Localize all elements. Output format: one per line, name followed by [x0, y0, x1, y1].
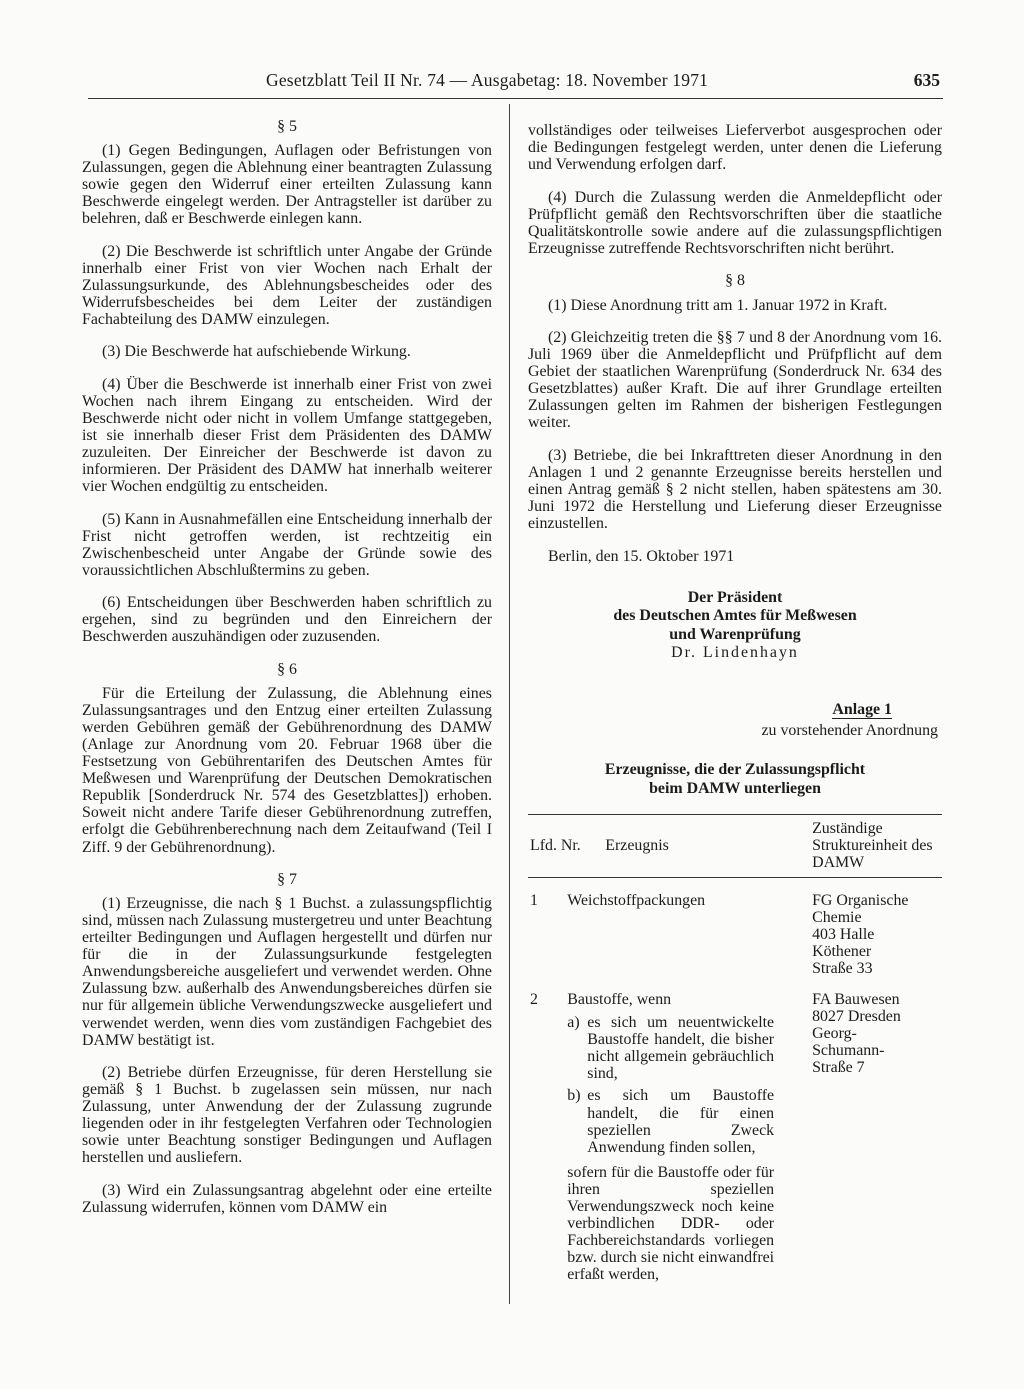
table-row [528, 877, 942, 977]
unit-line: 8027 Dresden [812, 1008, 901, 1026]
row-product [567, 977, 774, 1284]
case-text: es sich um neuentwickelte Baustoffe handelt, die bisher nicht allgemein gebräuchlich sind, [587, 1014, 775, 1083]
case-item-a [567, 1014, 774, 1082]
column-divider [509, 104, 510, 1304]
gazette-title: Gesetzblatt Teil II Nr. 74 — Ausgabetag: 18. November 1971 [266, 70, 709, 90]
case-list [567, 1014, 774, 1156]
annex-heading-line1: Erzeugnisse, die der Zulassungspflicht [604, 761, 866, 779]
case-item-b [567, 1087, 774, 1155]
section-heading-7: § 7 [277, 870, 297, 888]
product-title: Baustoffe, wenn [567, 990, 672, 1008]
row-number: 2 [530, 990, 538, 1008]
row-unit [812, 877, 942, 977]
right-column [528, 122, 942, 1283]
paragraph: (3) Wird ein Zulassungsantrag abgelehnt oder eine erteilte Zulassung widerrufen, können vom DAMW ein [82, 1181, 492, 1216]
paragraph: (4) Durch die Zulassung werden die Anmeldepflicht oder Prüfpflicht gemäß den Rechtsvorschriften über die staatliche Qualitätskontrolle sowie andere auf die zulassungspflichtigen Erzeugnisse zutreffende Rechtsvorschriften nicht berührt. [528, 188, 942, 257]
annex-subtitle: zu vorstehender Anordnung [761, 722, 938, 740]
paragraph: Für die Erteilung der Zulassung, die Ablehnung eines Zulassungsantrages und den Entzug einer erteilten Zulassung werden Gebühren gemäß der Gebührenordnung des DAMW (Anlage zur Anordnung vom 20. Februar 1968 über die Festsetzung von Gebührentarifen des Deutschen Amtes für Meßwesen und Warenprüfung der Deutschen Demokratischen Republik [Sonderdruck Nr. 574 des Gesetzblattes]) erhoben. Soweit nicht andere Tarife dieser Gebührenordnung zutreffen, erfolgt die Gebührenberechnung nach dem Zeitaufwand (Teil I Ziff. 9 der Gebührenordnung). [82, 684, 492, 856]
unit-line: 403 Halle [812, 925, 875, 943]
paragraph: (4) Über die Beschwerde ist innerhalb einer Frist von zwei Wochen nach ihrem Eingang zu entscheiden. Wird der Beschwerde nicht oder nicht in vollem Umfange stattgegeben, ist sie innerhalb dieser Frist dem Präsidenten des DAMW zuzuleiten. Der Einreicher der Beschwerde ist davon zu informieren. Der Präsident des DAMW hat innerhalb weiterer vier Wochen endgültig zu entscheiden. [82, 375, 492, 496]
product-condition: sofern für die Baustoffe oder für ihren speziellen Verwendungszweck noch keine verbindlichen DDR- oder Fachbereichstandards vorliegen bzw. durch sie nicht einwandfrei erfaßt werden, [567, 1163, 775, 1284]
paragraph: (5) Kann in Ausnahmefällen eine Entscheidung innerhalb der Frist nicht getroffen werden, ist rechtzeitig ein Zwischenbescheid unter Angabe der Gründe sowie des voraussichtlichen Abschlußtermins zu geben. [82, 510, 492, 579]
column-header-nr: Lfd. Nr. [528, 815, 605, 877]
case-label: b) [567, 1087, 581, 1105]
annex-heading [528, 761, 942, 798]
case-label: a) [567, 1014, 580, 1032]
signatory-office-cont: und Warenprüfung [669, 625, 801, 643]
paragraph: (2) Die Beschwerde ist schriftlich unter Angabe der Gründe innerhalb einer Frist von vier Wochen nach Erhalt der Zulassungsurkunde, des Ablehnungsbescheides oder des Widerrufsbescheides bei dem Leiter der zuständigen Fachabteilung des DAMW einzulegen. [82, 242, 492, 329]
signatory-name: Dr. Lindenhayn [671, 644, 799, 662]
unit-line: FG Organische [812, 891, 909, 909]
annex-title-text: Anlage 1 [832, 701, 892, 719]
case-text: es sich um Baustoffe handelt, die für einen speziellen Zweck Anwendung finden sollen, [587, 1087, 775, 1156]
unit-line: Straße 7 [812, 1059, 865, 1077]
page-header [88, 68, 943, 99]
products-table [528, 814, 942, 1283]
paragraph: (3) Betriebe, die bei Inkrafttreten dieser Anordnung in den Anlagen 1 und 2 genannte Erzeugnisse bereits herstellen und einen Antrag gemäß § 2 nicht stellen, haben spätestens am 30. Juni 1972 die Herstellung und Lieferung dieser Erzeugnisse einzustellen. [528, 446, 942, 533]
paragraph-continued: vollständiges oder teilweises Lieferverbot ausgesprochen oder die Bedingungen festgelegt werden, unter denen die Lieferung und Verwendung erfolgen darf. [528, 122, 942, 174]
row-unit [812, 977, 942, 1284]
unit-line: Köthener [812, 942, 872, 960]
signatory-title: Der Präsident [687, 588, 783, 606]
unit-line: Chemie [812, 908, 862, 926]
paragraph: (1) Diese Anordnung tritt am 1. Januar 1972 in Kraft. [548, 296, 888, 314]
section-heading-6: § 6 [277, 660, 297, 678]
place-date: Berlin, den 15. Oktober 1971 [548, 547, 735, 565]
page-number: 635 [913, 70, 940, 90]
unit-line: Straße 33 [812, 959, 873, 977]
unit-line: Schumann- [812, 1042, 885, 1060]
column-header-unit: Zuständige Struktureinheit des DAMW [812, 815, 942, 877]
row-number: 1 [530, 891, 538, 909]
paragraph: (6) Entscheidungen über Beschwerden haben schriftlich zu ergehen, sind zu begründen und den Einreichern der Beschwerden auszuhändigen oder zuzusenden. [82, 594, 492, 646]
unit-line: FA Bauwesen [812, 990, 900, 1008]
column-header-product: Erzeugnis [605, 815, 812, 877]
table-header-row [528, 815, 942, 877]
annex-heading-line2: beim DAMW unterliegen [649, 779, 821, 797]
paragraph: (2) Gleichzeitig treten die §§ 7 und 8 der Anordnung vom 16. Juli 1969 über die Anmeldepflicht und Prüfpflicht auf dem Gebiet der staatlichen Warenprüfung (Sonderdruck Nr. 634 des Gesetzblattes) außer Kraft. Die auf ihrer Grundlage erteilten Zulassungen gelten im Rahmen der bisherigen Festlegungen weiter. [528, 329, 942, 432]
section-heading-5: § 5 [277, 118, 297, 135]
annex-title [528, 701, 892, 718]
row-product: Weichstoffpackungen [567, 891, 706, 909]
paragraph: (2) Betriebe dürfen Erzeugnisse, für deren Herstellung sie gemäß § 1 Buchst. b zugelassen sein müssen, nur nach Zulassung, unter Anwendung der der Zulassung zugrunde liegenden oder in ihr festgelegten Verfahren oder Technologien sowie unter Beachtung sonstiger Bedingungen und Auflagen herstellen und ausliefern. [82, 1063, 492, 1167]
table-row [528, 977, 942, 1284]
paragraph: (3) Die Beschwerde hat aufschiebende Wirkung. [102, 343, 411, 361]
left-column [82, 118, 492, 1231]
unit-line: Georg- [812, 1025, 857, 1043]
paragraph: (1) Gegen Bedingungen, Auflagen oder Befristungen von Zulassungen, gegen die Ablehnung einer beantragten Zulassung sowie gegen den Widerruf einer erteilten Zulassung kann Beschwerde eingelegt werden. Der Antragsteller ist darüber zu belehren, daß er Beschwerde einlegen kann. [82, 142, 492, 228]
paragraph: (1) Erzeugnisse, die nach § 1 Buchst. a zulassungspflichtig sind, müssen nach Zulassung mustergetreu und unter Beachtung erteilter Bedingungen und Auflagen hergestellt und dürfen nur für die in der Zulassungsurkunde festgelegten Anwendungsbereiche ausgeliefert und verwendet werden. Ohne Zulassung bzw. außerhalb des Anwendungsbereiches dürfen sie nur für allgemein übliche Verwendungszwecke ausgeliefert und verwendet werden, wenn dies vom zuständigen Fachgebiet des DAMW bestätigt ist. [82, 894, 492, 1049]
signatory-office: des Deutschen Amtes für Meßwesen [613, 607, 857, 625]
signature-block [528, 589, 942, 644]
section-heading-8: § 8 [725, 272, 745, 290]
